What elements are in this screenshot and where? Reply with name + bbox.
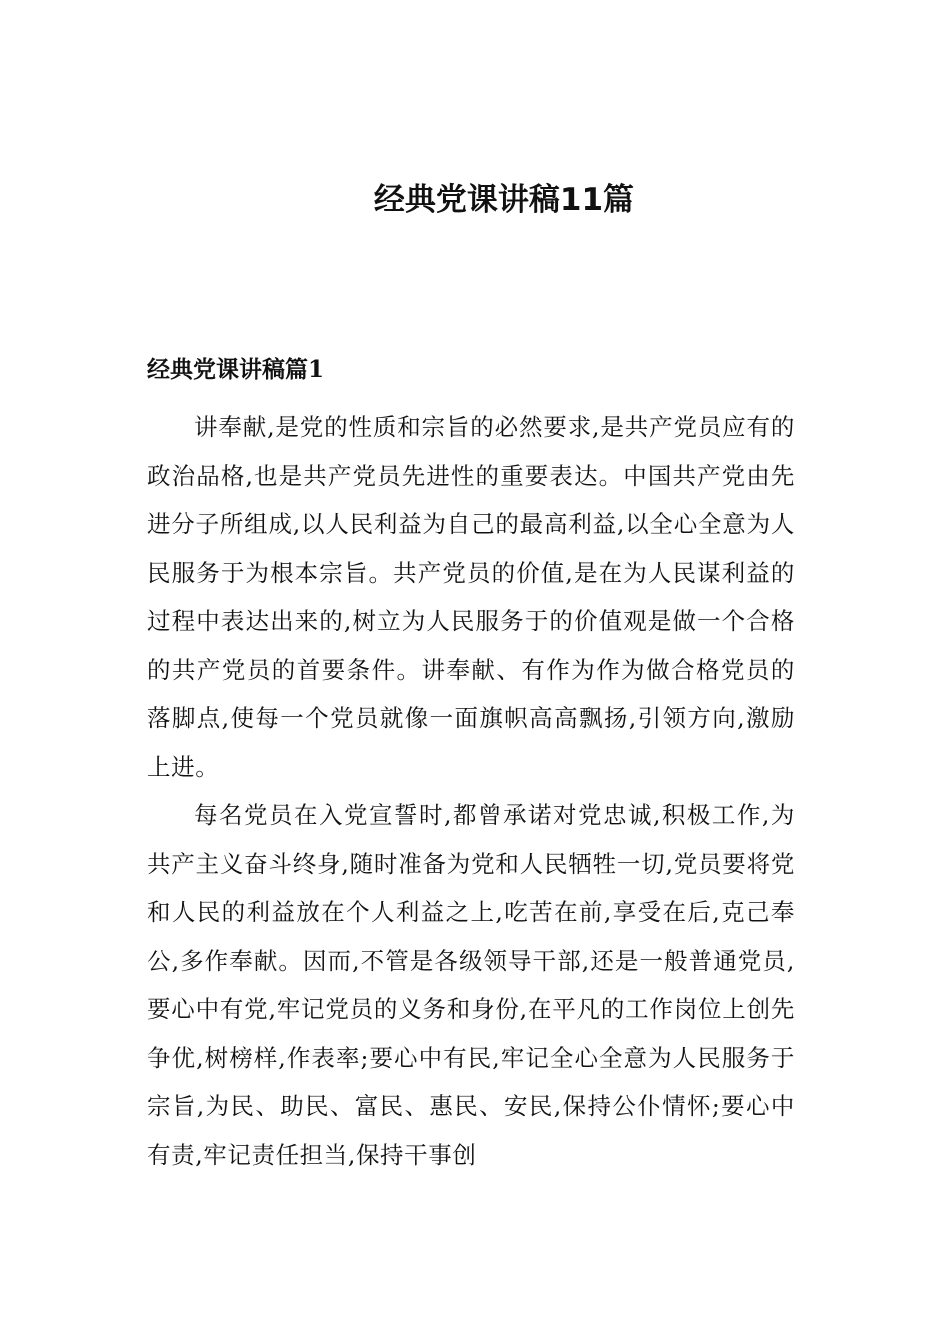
section-heading: 经典党课讲稿篇1	[147, 356, 325, 383]
body-text	[147, 403, 795, 1179]
document-title: 经典党课讲稿11篇	[373, 182, 635, 218]
paragraph-2: 每名党员在入党宣誓时,都曾承诺对党忠诚,积极工作,为共产主义奋斗终身,随时准备为党和人民牺牲一切,党员要将党和人民的利益放在个人利益之上,吃苦在前,享受在后,克己奉公,多作奉献。因而,不管是各级领导干部,还是一般普通党员,要心中有党,牢记党员的义务和身份,在平凡的工作岗位上创先争优,树榜样,作表率;要心中有民,牢记全心全意为人民服务于宗旨,为民、助民、富民、惠民、安民,保持公仆情怀;要心中有责,牢记责任担当,保持干事创	[147, 801, 795, 1169]
paragraph-1: 讲奉献,是党的性质和宗旨的必然要求,是共产党员应有的政治品格,也是共产党员先进性的重要表达。中国共产党由先进分子所组成,以人民利益为自己的最高利益,以全心全意为人民服务于为根本宗旨。共产党员的价值,是在为人民谋利益的过程中表达出来的,树立为人民服务于的价值观是做一个合格的共产党员的首要条件。讲奉献、有作为作为做合格党员的落脚点,使每一个党员就像一面旗帜高高飘扬,引领方向,激励上进。	[147, 413, 795, 781]
